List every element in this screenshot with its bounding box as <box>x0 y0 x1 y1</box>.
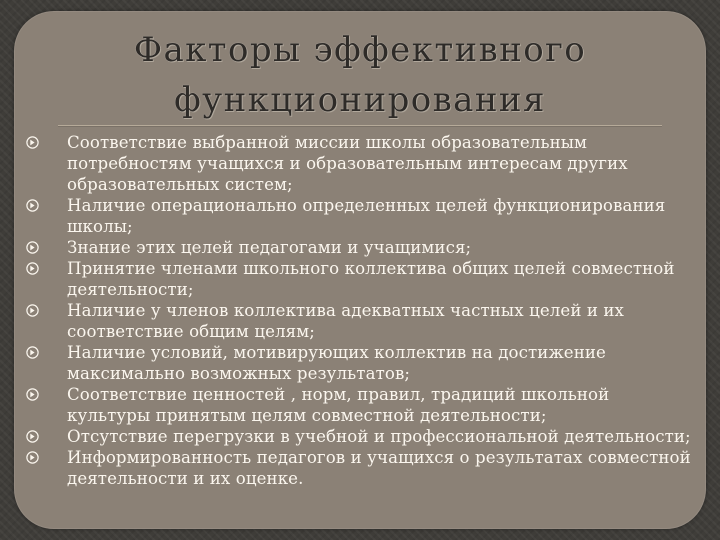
arrow-bullet-icon <box>26 199 39 212</box>
title-divider <box>58 125 662 126</box>
arrow-bullet-icon <box>26 304 39 317</box>
arrow-bullet-icon <box>26 262 39 275</box>
list-item <box>22 132 694 195</box>
arrow-bullet-icon <box>26 388 39 401</box>
slide-title-line-1: Факторы эффективного <box>133 30 587 70</box>
slide-title <box>14 25 706 125</box>
factor-list <box>22 132 694 489</box>
list-item <box>22 300 694 342</box>
list-item-text: Соответствие выбранной миссии школы образовательным потребностям учащихся и образовательным интересам других образовательных систем; <box>67 133 628 194</box>
slide-title-line-2: функционирования <box>174 80 546 120</box>
list-item-text: Отсутствие перегрузки в учебной и профессиональной деятельности; <box>67 427 691 446</box>
list-item-text: Информированность педагогов и учащихся о результатах совместной деятельности и их оценке. <box>67 448 691 488</box>
arrow-bullet-icon <box>26 136 39 149</box>
list-item-text: Наличие у членов коллектива адекватных частных целей и их соответствие общим целям; <box>67 301 625 341</box>
list-item <box>22 384 694 426</box>
list-item-text: Принятие членами школьного коллектива общих целей совместной деятельности; <box>67 259 675 299</box>
list-item-text: Соответствие ценностей , норм, правил, традиций школьной культуры принятым целям совместной деятельности; <box>67 385 610 425</box>
arrow-bullet-icon <box>26 346 39 359</box>
content-panel <box>14 11 706 529</box>
arrow-bullet-icon <box>26 430 39 443</box>
list-item-text: Наличие условий, мотивирующих коллектив на достижение максимально возможных результатов; <box>67 343 606 383</box>
list-item <box>22 342 694 384</box>
list-item <box>22 258 694 300</box>
list-item <box>22 447 694 489</box>
list-item <box>22 195 694 237</box>
list-item <box>22 426 694 447</box>
list-item-text: Наличие операционально определенных целей функционирования школы; <box>67 196 666 236</box>
arrow-bullet-icon <box>26 451 39 464</box>
list-item <box>22 237 694 258</box>
arrow-bullet-icon <box>26 241 39 254</box>
list-item-text: Знание этих целей педагогами и учащимися; <box>67 238 472 257</box>
